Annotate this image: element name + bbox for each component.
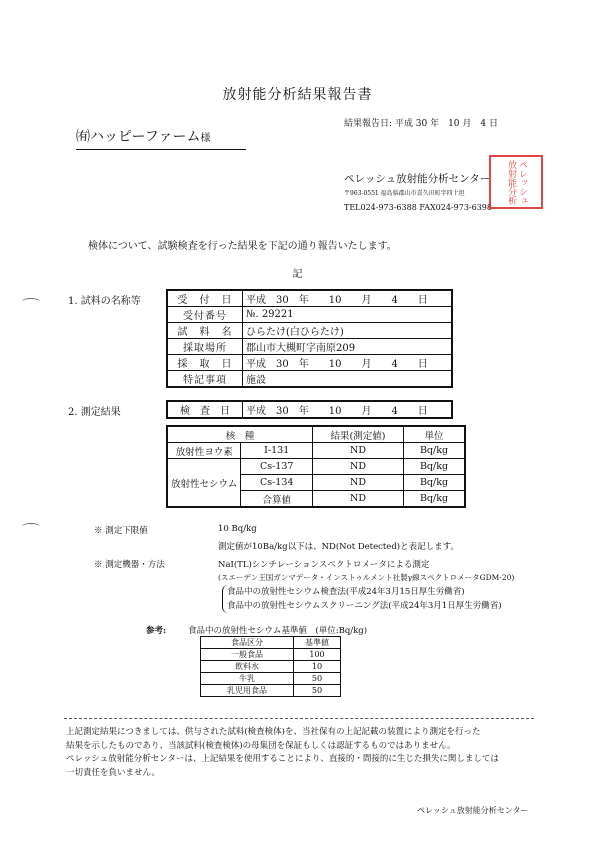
report-title: 放射能分析結果報告書 [222, 87, 373, 103]
reference-standards-table [200, 636, 341, 697]
table-row [167, 307, 452, 323]
issuer-name: ペレッシュ放射能分析センター [344, 173, 491, 185]
reference-title: 食品中の放射性セシウム基準値 (単位:Bq/kg) [188, 626, 368, 636]
row-label: 受付番号 [167, 307, 243, 323]
method-law2: 食品中の放射性セシウムスクリーニング法(平成24年3月1日厚生労働省) [227, 601, 502, 611]
method-line2: (スエーデン王国ガンマデータ・インストゥルメント社製γ線スペクトロメータGDM-20) [218, 573, 515, 582]
row-value: 平成 30 年 10 月 4 日 [243, 290, 453, 307]
table-row [201, 673, 341, 685]
group-label: 放射性セシウム [167, 459, 241, 508]
table-row [167, 459, 465, 475]
table-row [167, 371, 452, 388]
table-header-row [167, 426, 465, 443]
limit-header: 基準値 [294, 637, 341, 649]
category-cell: 牛乳 [201, 673, 294, 685]
report-date: 結果報告日: 平成 30 年 10 月 4 日 [344, 119, 498, 129]
table-row [167, 323, 452, 339]
punch-hole-mark [22, 523, 40, 530]
reference-label: 参考: [146, 626, 167, 636]
row-value: №. 29221 [243, 307, 453, 323]
row-value: 施設 [243, 371, 453, 388]
result-header: 結果(測定値) [313, 426, 404, 443]
category-header: 食品区分 [201, 637, 294, 649]
row-label: 採 取 日 [167, 355, 243, 371]
limit-cell: 100 [294, 649, 341, 661]
footer-org-name: ペレッシュ放射能分析センター [417, 806, 529, 815]
limit-cell: 10 [294, 661, 341, 673]
table-row [167, 355, 452, 371]
section1-heading: 1. 試料の名称等 [68, 296, 141, 307]
unit-cell: Bq/kg [404, 459, 466, 475]
inspection-date-value: 平成 30 年 10 月 4 日 [243, 401, 453, 418]
table-row [201, 685, 341, 697]
intro-text: 検体について、試験検査を行った結果を下記の通り報告いたします。 [88, 241, 397, 252]
limit-cell: 50 [294, 673, 341, 685]
table-row [167, 401, 452, 418]
result-cell: ND [313, 475, 404, 491]
unit-cell: Bq/kg [404, 475, 466, 491]
detection-limit-label: ※ 測定下限値 [94, 526, 148, 536]
row-value: 平成 30 年 10 月 4 日 [243, 355, 453, 371]
result-cell: ND [313, 491, 404, 508]
category-cell: 乳児用食品 [201, 685, 294, 697]
table-row [167, 339, 452, 355]
disclaimer-line: 一切責任を負いません。 [66, 767, 161, 778]
method-law1: 食品中の放射性セシウム検査法(平成24年3月15日厚生労働省) [227, 587, 465, 597]
recipient [76, 126, 210, 146]
disclaimer-line: 結果を示したものであり、当該試料(検査検体)の母集団を保証もしくは認証するものではありません。 [66, 740, 456, 751]
recipient-name: ㈲ハッピーファーム [76, 129, 201, 145]
nuclide-cell: Cs-134 [241, 475, 313, 491]
table-row [201, 649, 341, 661]
inspection-date-table [166, 400, 453, 419]
nuclide-header: 核 種 [167, 426, 313, 443]
row-label: 採取場所 [167, 339, 243, 355]
limit-cell: 50 [294, 685, 341, 697]
detection-limit-note: 測定値が10Ba/kg以下は、ND(Not Detected)と表記します。 [218, 542, 459, 552]
row-value: ひらたけ(白ひらたけ) [243, 323, 453, 339]
category-cell: 飲料水 [201, 661, 294, 673]
group-label: 放射性ヨウ素 [167, 443, 241, 459]
company-seal-stamp: ペレッシュ放射能分析 [489, 155, 543, 209]
section2-heading: 2. 測定結果 [68, 407, 121, 418]
ki-heading: 記 [292, 269, 303, 280]
row-value: 郡山市大槻町字南原209 [243, 339, 453, 355]
method-line1: NaI(TL)シンチレーションスペクトロメータによる測定 [218, 560, 430, 570]
row-label: 受 付 日 [167, 290, 243, 307]
disclaimer [66, 726, 536, 780]
issuer-address: 〒963-0551 福島県郡山市喜久田町字四十坦 [344, 190, 465, 197]
recipient-underline [76, 149, 246, 150]
inspection-date-label: 検 査 日 [167, 401, 243, 418]
unit-header: 単位 [404, 426, 466, 443]
result-cell: ND [313, 443, 404, 459]
method-label: ※ 測定機器・方法 [94, 560, 165, 570]
category-cell: 一般食品 [201, 649, 294, 661]
nuclide-cell: I-131 [241, 443, 313, 459]
disclaimer-line: ペレッシュ放射能分析センターは、上記結果を使用することにより、直接的・間接的に生じた損失に関しましては [66, 754, 499, 764]
table-header-row [201, 637, 341, 649]
unit-cell: Bq/kg [404, 443, 466, 459]
table-row [201, 661, 341, 673]
row-label: 特記事項 [167, 371, 243, 388]
detection-limit-value: 10 Bq/kg [218, 524, 257, 534]
unit-cell: Bq/kg [404, 491, 466, 508]
nuclide-cell: 合算値 [241, 491, 313, 508]
table-row [167, 290, 452, 307]
row-label: 試 料 名 [167, 323, 243, 339]
nuclide-cell: Cs-137 [241, 459, 313, 475]
disclaimer-line: 上記測定結果につきましては、供与された試料(検査検体)を、当社保有の上記記載の装置により測定を行った [66, 727, 481, 737]
recipient-honorific: 様 [200, 133, 211, 144]
sample-info-table [166, 289, 453, 388]
divider [64, 718, 534, 719]
result-cell: ND [313, 459, 404, 475]
issuer-tel: TEL024-973-6388 FAX024-973-6398 [344, 203, 492, 212]
measurement-results-table [166, 425, 466, 508]
method-laws [222, 585, 502, 613]
table-row [167, 443, 465, 459]
punch-hole-mark [22, 298, 40, 305]
